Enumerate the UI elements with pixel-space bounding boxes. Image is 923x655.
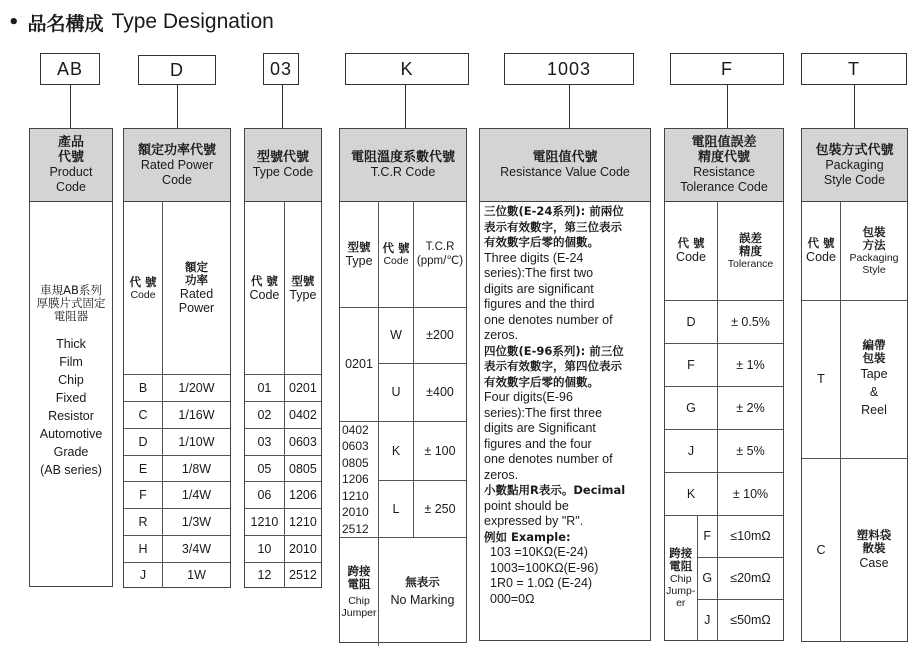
description-line: expressed by "R". [484, 514, 584, 528]
tolerance-value-cell: ± 5% [718, 429, 784, 472]
type-size-cell: 0805 [284, 455, 321, 482]
type-code-cell: 01 [245, 375, 284, 402]
type-code-column [244, 128, 322, 588]
type-code-cell: 06 [245, 482, 284, 509]
title-en: Type Designation [111, 10, 274, 33]
description-line: 表示有效數字，第四位表示 [484, 359, 622, 373]
type-code-cell: 1210 [245, 509, 284, 536]
product-code-column [29, 128, 113, 587]
packaging-column [801, 128, 908, 642]
jumper-value-cell: ≤10mΩ [718, 515, 784, 557]
jumper-code-cell: J [697, 599, 718, 641]
description-line: series):The first three [484, 405, 603, 420]
power-value-cell: 3/4W [163, 535, 231, 562]
table-row [665, 429, 783, 472]
tolerance-code-cell: J [665, 429, 718, 472]
description-line: 有效數字后零的個數。 [484, 235, 599, 249]
page-title [8, 8, 274, 36]
tolerance-value-cell: ± 1% [718, 343, 784, 386]
description-line: zeros. [484, 467, 519, 482]
type-code-cell: 02 [245, 402, 284, 429]
table-row [665, 515, 783, 557]
power-value-cell: 1/20W [163, 375, 231, 402]
table-row [124, 402, 230, 429]
description-line: 小數點用R表示。Decimal [484, 483, 626, 497]
description-line: point should be [484, 498, 569, 513]
type-size-cell: 0402 [284, 402, 321, 429]
resistance-value-column [479, 128, 651, 641]
packaging-header: 包裝方式代號 Packaging Style Code [802, 129, 907, 202]
description-line: 四位數(E-96系列): 前三位 [484, 343, 624, 358]
description-line: figures and the four [484, 436, 592, 451]
power-code-cell: F [124, 482, 163, 509]
power-value-cell: 1/10W [163, 428, 231, 455]
table-row [124, 428, 230, 455]
jumper-code-cell: G [697, 557, 718, 599]
description-line: figures and the third [484, 297, 595, 311]
power-code-cell: R [124, 509, 163, 536]
connector-line [70, 85, 71, 128]
code-box-resistance: 1003 [504, 53, 634, 85]
resistance-value-examples [480, 545, 650, 607]
type-size-cell: 1210 [284, 509, 321, 536]
power-value-cell: 1/8W [163, 455, 231, 482]
description-line: one denotes number of [484, 312, 613, 327]
rated-power-table: 代 號 Code 額定 功率 Rated Power B 1/20W C 1/16W D 1/10W E 1/8W F 1/4W R 1/3W H 3/4W J 1W [124, 202, 230, 588]
table-row [245, 375, 321, 402]
description-line: Three digits (E-24 [484, 250, 584, 265]
code-box-product: AB [40, 53, 100, 85]
connector-line [282, 85, 283, 128]
code-box-type: 03 [263, 53, 299, 85]
packaging-table: 代 號 Code 包裝 方法 Packaging Style T 編帶 包裝 Tape & Reel C 塑料袋 散裝 Case [802, 202, 907, 642]
tolerance-value-cell: ± 0.5% [718, 300, 784, 343]
connector-line [177, 85, 178, 128]
description-line: 三位數(E-24系列): 前兩位 [484, 204, 624, 218]
table-row [124, 375, 230, 402]
tolerance-code-cell: G [665, 386, 718, 429]
table-row [245, 428, 321, 455]
type-size-cell: 2512 [284, 562, 321, 588]
description-line: 有效數字后零的個數。 [484, 374, 599, 389]
power-code-cell: B [124, 375, 163, 402]
table-row [124, 509, 230, 536]
table-row: C 塑料袋 散裝 Case [802, 458, 907, 642]
connector-line [405, 85, 406, 128]
table-row: 0201 W ±200 [340, 307, 466, 363]
table-row [665, 343, 783, 386]
type-size-cell: 2010 [284, 535, 321, 562]
resistance-value-description [480, 202, 650, 545]
tolerance-value-cell: ± 10% [718, 472, 784, 515]
title-zh: 品名構成 [27, 12, 104, 35]
power-value-cell: 1/16W [163, 402, 231, 429]
description-line: series):The first two [484, 266, 594, 280]
table-row: 跨接 電阻 Chip Jumper 無表示 No Marking [340, 538, 466, 646]
description-line: 表示有效數字，第三位表示 [484, 219, 622, 234]
connector-line [854, 85, 855, 128]
power-code-cell: D [124, 428, 163, 455]
power-code-cell: J [124, 562, 163, 588]
connector-line [727, 85, 728, 128]
tcr-column [339, 128, 467, 643]
power-code-cell: E [124, 455, 163, 482]
rated-power-column [123, 128, 231, 588]
example-line: 103 =10KΩ(E-24) [490, 545, 588, 559]
table-row: 0402 0603 0805 1206 1210 2010 2512 K ± 100 [340, 421, 466, 480]
example-line: 000=0Ω [490, 591, 535, 606]
code-box-tolerance: F [670, 53, 784, 85]
tolerance-value-cell: ± 2% [718, 386, 784, 429]
power-value-cell: 1/3W [163, 509, 231, 536]
tolerance-code-cell: K [665, 472, 718, 515]
type-size-cell: 0603 [284, 428, 321, 455]
table-row [124, 482, 230, 509]
table-row [245, 509, 321, 536]
table-row [665, 472, 783, 515]
type-code-table: 代 號 Code 型號 Type 01 0201 02 0402 03 0603 05 0805 06 1206 1210 1210 10 2010 12 2512 [245, 202, 321, 588]
table-row [124, 535, 230, 562]
type-size-cell: 0201 [284, 375, 321, 402]
table-row [245, 455, 321, 482]
power-code-cell: C [124, 402, 163, 429]
example-line: 1003=100KΩ(E-96) [490, 560, 599, 575]
power-value-cell: 1/4W [163, 482, 231, 509]
description-line: Four digits(E-96 [484, 390, 573, 404]
table-row [124, 455, 230, 482]
code-box-power: D [138, 55, 216, 85]
product-description: 車規AB系列 厚膜片式固定 電阻器 Thick Film Chip Fixed Resistor Automotive Grade (AB series) [36, 283, 106, 477]
tolerance-code-cell: D [665, 300, 718, 343]
type-code-cell: 10 [245, 535, 284, 562]
tolerance-code-cell: F [665, 343, 718, 386]
jumper-value-cell: ≤50mΩ [718, 599, 784, 641]
type-code-cell: 05 [245, 455, 284, 482]
table-row: L ± 250 [340, 480, 466, 537]
resistance-value-header: 電阻值代號 Resistance Value Code [480, 129, 650, 202]
tcr-table: 型號 Type 代 號 Code T.C.R (ppm/℃) 0201 W ±200 U ±400 0402 0603 0805 1206 1210 2010 2512 K ± 100 L ± 250 跨接 電阻 Chip Jumper 無表示 No Marking [340, 202, 466, 646]
tolerance-header: 電阻值誤差 精度代號 Resistance Tolerance Code [665, 129, 783, 202]
type-size-cell: 1206 [284, 482, 321, 509]
type-code-cell: 03 [245, 428, 284, 455]
tcr-header: 電阻溫度系數代號 T.C.R Code [340, 129, 466, 202]
table-row [245, 562, 321, 588]
connector-line [569, 85, 570, 128]
example-line: 1R0 = 1.0Ω (E-24) [490, 576, 593, 590]
description-line: one denotes number of [484, 452, 613, 466]
tolerance-table: 代 號 Code 誤差 精度 Tolerance D ± 0.5% F ± 1% G ± 2% J ± 5% K ± 10% 跨接 電阻 Chip Jump- er F ≤10mΩ G ≤20mΩ J ≤50mΩ [665, 202, 783, 641]
jumper-code-cell: F [697, 515, 718, 557]
description-line: zeros. [484, 328, 519, 342]
type-code-cell: 12 [245, 562, 284, 588]
jumper-value-cell: ≤20mΩ [718, 557, 784, 599]
type-code-header: 型號代號 Type Code [245, 129, 321, 202]
power-code-cell: H [124, 535, 163, 562]
table-row [245, 535, 321, 562]
description-line: digits are significant [484, 281, 594, 296]
table-row [245, 482, 321, 509]
jumper-label-cell: 跨接 電阻 Chip Jump- er [665, 515, 697, 641]
table-row [665, 300, 783, 343]
table-row [665, 386, 783, 429]
table-row: T 編帶 包裝 Tape & Reel [802, 300, 907, 458]
product-code-header: 產品 代號 Product Code [30, 129, 112, 202]
description-line: digits are Significant [484, 421, 596, 435]
table-row [124, 562, 230, 588]
power-value-cell: 1W [163, 562, 231, 588]
table-row: U ±400 [340, 363, 466, 421]
tolerance-column [664, 128, 784, 641]
code-box-packaging: T [801, 53, 907, 85]
bullet: • [8, 11, 20, 33]
description-line: 例如 Example: [484, 529, 571, 544]
code-box-tcr: K [345, 53, 469, 85]
rated-power-header: 額定功率代號 Rated Power Code [124, 129, 230, 202]
table-row [245, 402, 321, 429]
